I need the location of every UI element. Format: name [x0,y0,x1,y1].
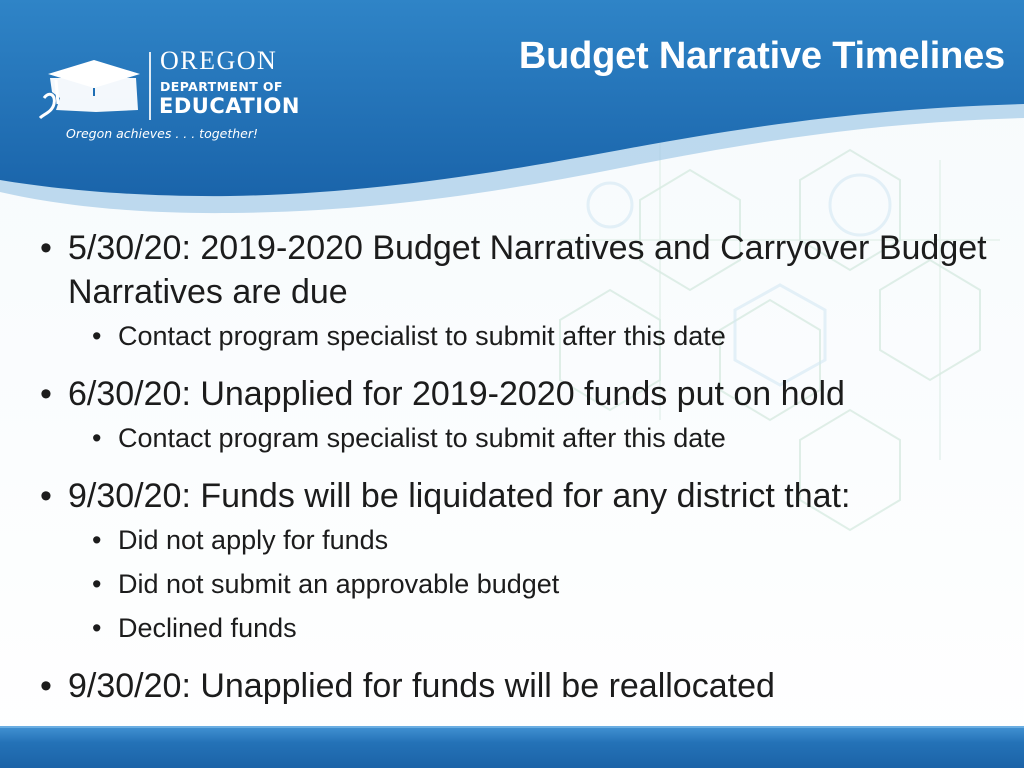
logo-oregon-text: OREGON [160,46,278,75]
bullet-marker: • [40,667,52,705]
bullet-marker: • [92,613,102,643]
logo-department-text: DEPARTMENT OF [160,79,283,94]
sub-bullet-item [40,606,1000,650]
sub-bullet-text: Did not apply for funds [118,525,389,555]
bullet-text: 5/30/20: 2019-2020 Budget Narratives and Carryover Budget Narratives are due [68,229,987,311]
sub-bullet-text: Contact program specialist to submit after this date [118,423,726,453]
page-title: Budget Narrative Timelines [518,35,1005,77]
logo-education-text: EDUCATION [159,94,300,118]
oregon-map-graduation-cap-icon [36,52,146,122]
bullet-item [40,226,1000,314]
bullet-marker: • [40,477,52,515]
logo-tagline: Oregon achieves . . . together! [66,126,259,141]
sub-bullet-item [40,518,1000,562]
logo-divider [149,52,151,120]
bullet-marker: • [92,321,102,351]
bullet-list [40,226,1000,708]
bullet-text: 9/30/20: Funds will be liquidated for any district that: [68,477,851,515]
bullet-text: 6/30/20: Unapplied for 2019-2020 funds put on hold [68,375,845,413]
bullet-marker: • [92,569,102,599]
sub-bullet-item [40,314,1000,358]
bullet-marker: • [40,229,52,267]
oregon-education-logo [36,46,300,146]
sub-bullet-text: Contact program specialist to submit after this date [118,321,726,351]
bullet-marker: • [40,375,52,413]
sub-bullet-item [40,562,1000,606]
bullet-item [40,664,1000,708]
bullet-item [40,474,1000,518]
bullet-text: 9/30/20: Unapplied for funds will be reallocated [68,667,775,705]
sub-bullet-text: Did not submit an approvable budget [118,569,560,599]
bullet-marker: • [92,525,102,555]
sub-bullet-item [40,416,1000,460]
footer-bar [0,726,1024,768]
sub-bullet-text: Declined funds [118,613,297,643]
bullet-item [40,372,1000,416]
bullet-marker: • [92,423,102,453]
